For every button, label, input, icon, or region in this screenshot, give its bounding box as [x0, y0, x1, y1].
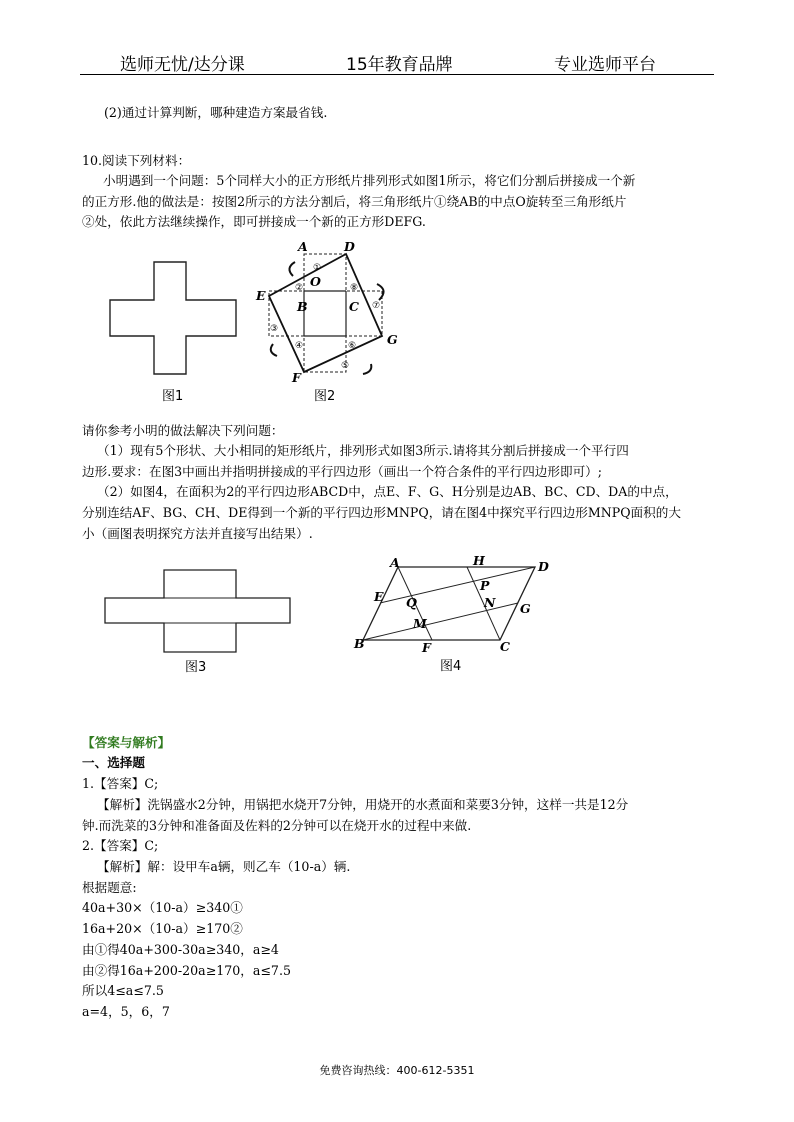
- fig4-segment-de: [380, 567, 535, 603]
- fig2-piece-4: ④: [295, 341, 304, 351]
- header-right: 专业选师平台: [554, 55, 656, 75]
- problem10-q2-line: 分别连结AF、BG、CH、DE得到一个新的平行四边形MNPQ，请在图4中探究平行四边形MNPQ面积的大: [82, 505, 681, 520]
- answer1-analysis-line: 钟.而洗菜的3分钟和准备面及佐料的2分钟可以在烧开水的过程中来做.: [82, 818, 472, 833]
- fig2-piece-7: ⑦: [372, 301, 381, 311]
- fig1-cross-outline: [110, 262, 236, 374]
- fig2-dashed-cross: [269, 254, 382, 372]
- problem10-instructions: 请你参考小明的做法解决下列问题：: [82, 423, 284, 438]
- problem10-q2-line: 小（画图表明探究方法并直接写出结果）.: [82, 526, 313, 541]
- problem10-material-line: 小明遇到一个问题：5个同样大小的正方形纸片排列形式如图1所示，将它们分割后拼接成一个新: [103, 173, 636, 188]
- fig2-label-c: C: [349, 299, 359, 314]
- fig3-rectangles-outline: [105, 570, 290, 652]
- fig4-parallelogram-abcd: [363, 567, 535, 640]
- fig2-piece-8: ⑧: [350, 283, 359, 293]
- fig2-piece-6: ⑥: [348, 341, 357, 351]
- fig4-label-e: E: [374, 589, 384, 604]
- page-footer-hotline: 免费咨询热线：400-612-5351: [319, 1064, 475, 1077]
- header-left: 选师无忧/达分课: [120, 55, 245, 75]
- fig2-rotation-arrow: [289, 262, 295, 276]
- fig2-piece-2: ②: [295, 283, 304, 293]
- fig4-label-f: F: [422, 640, 431, 655]
- answers-section1: 一、选择题: [82, 755, 145, 770]
- answer2-line: 由②得16a+200-20a≥170，a≤7.5: [82, 963, 291, 978]
- page-header: [80, 46, 714, 76]
- figure-1: [100, 250, 240, 410]
- figure-4: [350, 555, 560, 680]
- fig2-piece-3: ③: [270, 324, 279, 334]
- answer2-line: 所以4≤a≤7.5: [82, 983, 164, 998]
- fig2-rotation-arrow: [271, 344, 277, 356]
- fig4-label-b: B: [354, 636, 365, 651]
- answer2-line: a=4，5，6，7: [82, 1004, 170, 1019]
- fig2-label-d: D: [344, 240, 355, 254]
- fig4-label-g: G: [520, 601, 531, 616]
- fig4-label-n: N: [484, 595, 496, 610]
- problem10-title: 10.阅读下列材料：: [82, 153, 191, 168]
- answer1-analysis-line: 【解析】洗锅盛水2分钟，用锅把水烧开7分钟，用烧开的水煮面和菜要3分钟，这样一共是12分: [97, 797, 629, 812]
- fig2-piece-5: ⑤: [341, 361, 350, 371]
- fig2-label-f: F: [292, 370, 301, 385]
- fig4-label-m: M: [413, 616, 427, 631]
- fig4-label-d: D: [538, 559, 549, 574]
- problem10-q1-line: 边形.要求：在图3中画出并指明拼接成的平行四边形（画出一个符合条件的平行四边形即可）;: [82, 464, 603, 479]
- fig2-rotation-arrow: [363, 364, 371, 374]
- problem10-q2-line: （2）如图4，在面积为2的平行四边形ABCD中，点E、F、G、H分别是边AB、BC、CD、DA的中点，: [97, 484, 678, 499]
- fig4-label-q: Q: [406, 595, 417, 610]
- problem10-material-line: ②处，依此方法继续操作，即可拼接成一个新的正方形DEFG.: [82, 214, 426, 229]
- fig2-rotation-arrow: [377, 284, 384, 300]
- fig2-piece-1: ①: [313, 263, 322, 273]
- fig2-square-defg: [269, 254, 382, 372]
- figure-3: [100, 560, 300, 680]
- answer2-analysis: 【解析】解：设甲车a辆，则乙车（10-a）辆.: [97, 859, 351, 874]
- fig2-label-g: G: [387, 332, 398, 347]
- fig2-caption: 图2: [314, 389, 336, 404]
- header-rule: [80, 74, 714, 75]
- fig3-caption: 图3: [185, 660, 207, 675]
- fig4-label-h: H: [473, 555, 485, 568]
- fig4-caption: 图4: [440, 659, 462, 674]
- fig2-label-a: A: [298, 240, 308, 254]
- answers-heading: 【答案与解析】: [82, 735, 171, 750]
- fig4-label-p: P: [480, 578, 490, 593]
- figure-2: [255, 240, 405, 410]
- answer2-label: 2.【答案】C;: [82, 838, 159, 853]
- problem9-part2: (2)通过计算判断，哪种建造方案最省钱.: [104, 105, 328, 120]
- fig2-label-b: B: [297, 299, 308, 314]
- answer2-line: 40a+30×（10-a）≥340①: [82, 900, 243, 915]
- problem10-q1-line: （1）现有5个形状、大小相同的矩形纸片，排列形式如图3所示.请将其分割后拼接成一个平行四: [97, 443, 629, 458]
- header-center: 15年教育品牌: [346, 55, 453, 75]
- answer1-label: 1.【答案】C;: [82, 776, 159, 791]
- fig4-label-a: A: [390, 555, 400, 570]
- fig1-caption: 图1: [162, 389, 184, 404]
- answer2-line: 根据题意:: [82, 880, 137, 895]
- fig2-label-o: O: [310, 274, 321, 289]
- answer2-line: 16a+20×（10-a）≥170②: [82, 921, 243, 936]
- fig2-label-e: E: [256, 288, 266, 303]
- answer2-line: 由①得40a+300-30a≥340，a≥4: [82, 942, 279, 957]
- problem10-material-line: 的正方形.他的做法是：按图2所示的方法分割后，将三角形纸片①绕AB的中点O旋转至三角形纸片: [82, 194, 627, 209]
- fig4-label-c: C: [500, 639, 510, 654]
